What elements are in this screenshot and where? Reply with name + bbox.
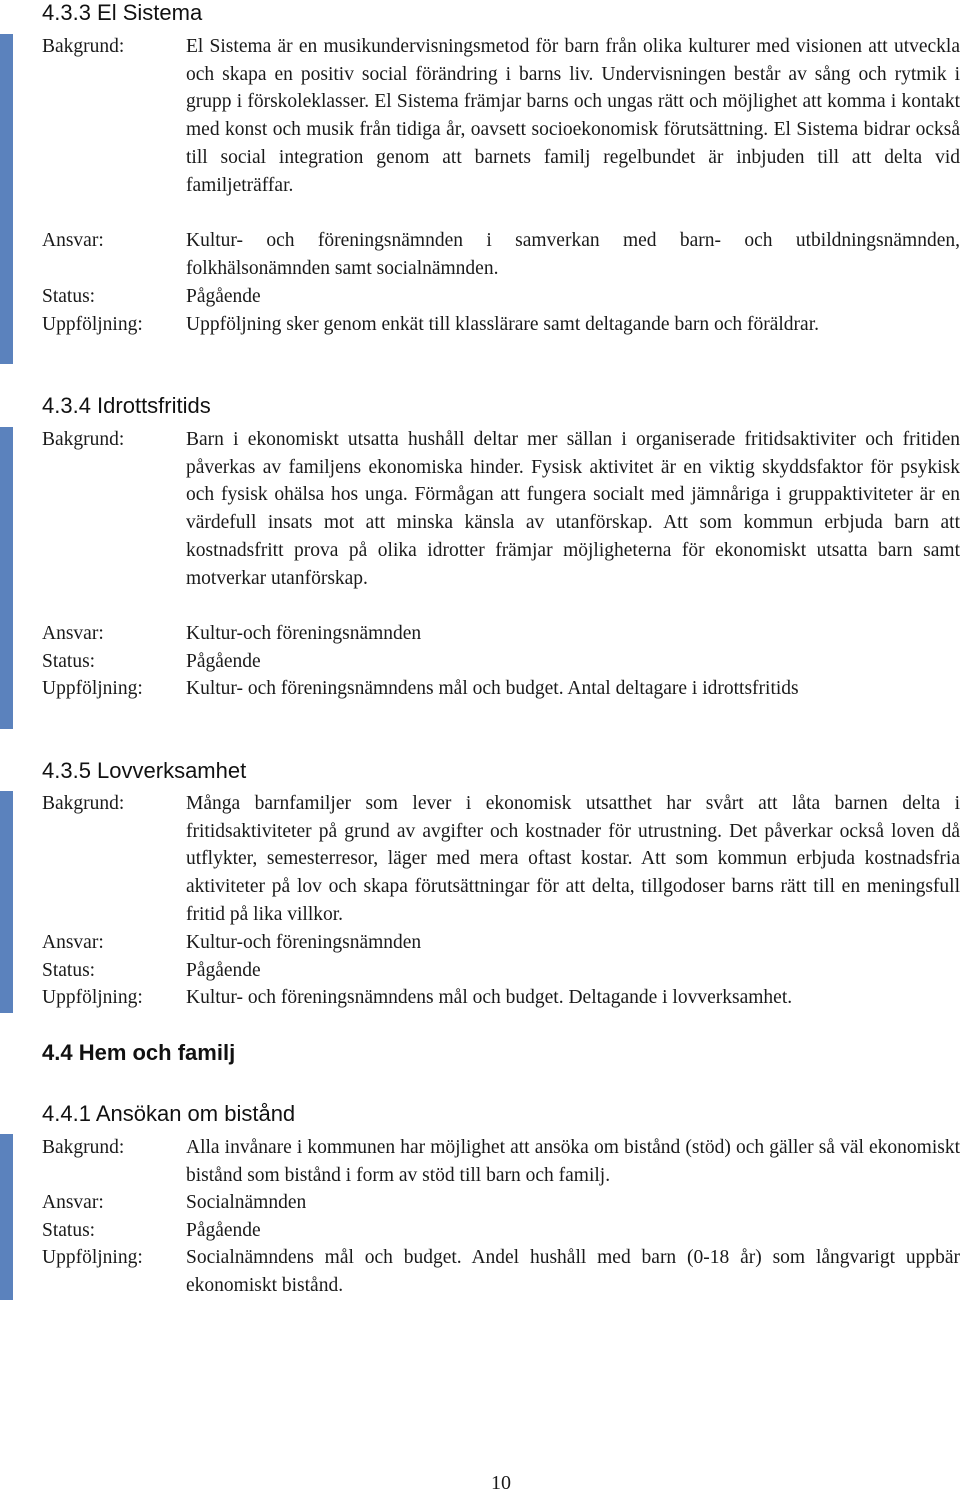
heading-el-sistema: 4.3.3 El Sistema — [42, 0, 203, 25]
text-bakgrund: El Sistema är en musikundervisningsmetod för barn från olika kulturer med visionen att utveckla och skapa en positiv social förändring i barns liv. Undervisningen består av sång och rytmik i grupp i förskoleklasser. El Sistema främjar barns och ungas rätt och möjlighet att komma i kontakt med konst och musik från tidiga år, oavsett socioekonomisk förutsättning. El Sistema bidrar också till social integration genom att barnets familj regelbundet är inbjuden till att delta vid familjeträffar. — [186, 36, 960, 196]
margin-bar — [0, 427, 13, 729]
label-uppfoljning: Uppföljning: — [42, 1247, 143, 1268]
text-uppfoljning: Uppföljning sker genom enkät till klasslärare samt deltagande barn och föräldrar. — [186, 314, 819, 335]
text-status: Pågående — [186, 286, 261, 307]
text-uppfoljning: Kultur- och föreningsnämndens mål och budget. Deltagande i lovverksamhet. — [186, 987, 793, 1008]
label-bakgrund: Bakgrund: — [42, 1137, 125, 1158]
label-status: Status: — [42, 1220, 96, 1241]
margin-bar — [0, 1134, 13, 1300]
text-ansvar: Kultur- och föreningsnämnden i samverkan med barn- och utbildningsnämnden, folkhälsonämnden samt socialnämnden. — [186, 230, 960, 279]
label-bakgrund: Bakgrund: — [42, 36, 125, 57]
label-status: Status: — [42, 651, 96, 672]
heading-ansokan-om-bistand: 4.4.1 Ansökan om bistånd — [42, 1101, 296, 1126]
text-bakgrund: Alla invånare i kommunen har möjlighet att ansöka om bistånd (stöd) och gäller så väl ekonomiskt bistånd som bistånd i form av stöd till barn och familj. — [186, 1137, 960, 1186]
label-status: Status: — [42, 286, 96, 307]
heading-idrottsfritids: 4.3.4 Idrottsfritids — [42, 393, 211, 418]
label-status: Status: — [42, 960, 96, 981]
label-ansvar: Ansvar: — [42, 932, 104, 953]
margin-bar — [0, 34, 13, 364]
text-status: Pågående — [186, 960, 261, 981]
text-status: Pågående — [186, 1220, 261, 1241]
text-uppfoljning: Socialnämndens mål och budget. Andel hushåll med barn (0-18 år) som långvarigt uppbär ekonomiskt bistånd. — [186, 1247, 960, 1296]
label-bakgrund: Bakgrund: — [42, 793, 125, 814]
text-ansvar: Kultur-och föreningsnämnden — [186, 623, 422, 644]
text-bakgrund: Barn i ekonomiskt utsatta hushåll deltar mer sällan i organiserade fritidsaktiviter och fritiden påverkas av familjens ekonomiska hinder. Fysisk aktivitet är en viktig skyddsfaktor för psykisk och fysisk ohälsa hos unga. Förmågan att fungera socialt med jämnåriga i gruppaktiviteter är en värdefull insats mot att minska känsla av utanförskap. Att som kommun erbjuda barn att kostnadsfritt prova på olika idrotter främjar möjligheterna för ekonomiskt utsatta barn samt motverkar utanförskap. — [186, 429, 960, 589]
heading-lovverksamhet: 4.3.5 Lovverksamhet — [42, 758, 247, 783]
label-ansvar: Ansvar: — [42, 623, 104, 644]
label-uppfoljning: Uppföljning: — [42, 314, 143, 335]
label-uppfoljning: Uppföljning: — [42, 987, 143, 1008]
label-ansvar: Ansvar: — [42, 1192, 104, 1213]
label-bakgrund: Bakgrund: — [42, 429, 125, 450]
text-ansvar: Socialnämnden — [186, 1192, 307, 1213]
text-bakgrund: Många barnfamiljer som lever i ekonomisk utsatthet har svårt att låta barnen delta i fritidsaktiviteter på grund av avgifter och kostnader för utrustning. Det påverkar också loven då utflykter, semesterresor, läger med mera oftast kostar. Att som kommun erbjuda kostnadsfria aktiviteter på lov och skapa förutsättningar för att delta, tillgodoser barns rätt till en meningsfull fritid på lika villkor. — [186, 793, 960, 925]
heading-hem-och-familj: 4.4 Hem och familj — [42, 1040, 236, 1065]
margin-bar — [0, 791, 13, 1013]
label-ansvar: Ansvar: — [42, 230, 104, 251]
text-uppfoljning: Kultur- och föreningsnämndens mål och budget. Antal deltagare i idrottsfritids — [186, 678, 799, 699]
label-uppfoljning: Uppföljning: — [42, 678, 143, 699]
text-ansvar: Kultur-och föreningsnämnden — [186, 932, 422, 953]
text-status: Pågående — [186, 651, 261, 672]
page-number: 10 — [491, 1472, 511, 1494]
